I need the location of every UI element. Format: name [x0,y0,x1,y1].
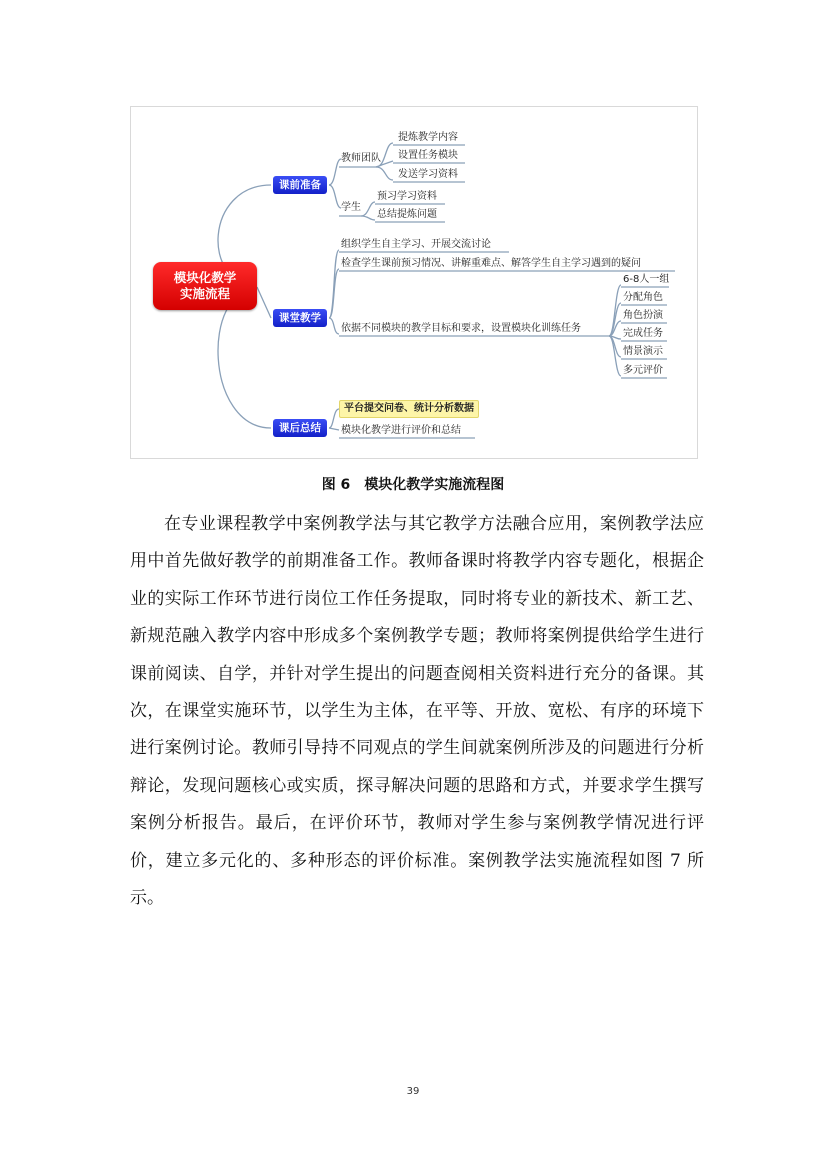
teacher-item-2: 设置任务模块 [398,150,458,161]
task-item-4: 完成任务 [623,328,663,339]
student-item-2: 总结提炼问题 [377,209,437,220]
figure-caption [0,474,826,494]
root-node-line1: 模块化教学 [173,270,237,285]
figure-caption-title: 模块化教学实施流程图 [364,477,505,493]
student-item-1: 预习学习资料 [377,191,437,202]
mind-map-figure [130,106,698,459]
figure-caption-number: 图 6 [321,477,351,493]
teacher-team-label: 教师团队 [341,153,381,164]
in-class-item-3: 依据不同模块的教学目标和要求，设置模块化训练任务 [341,323,581,334]
page-number: 39 [406,1086,420,1097]
in-class-item-2: 检查学生课前预习情况、讲解重难点、解答学生自主学习遇到的疑问 [341,258,641,269]
teacher-item-1: 提炼教学内容 [398,132,458,143]
task-item-6: 多元评价 [623,365,663,376]
task-item-3: 角色扮演 [623,310,663,321]
root-node [153,262,257,310]
student-label: 学生 [341,202,361,213]
in-class-item-1: 组织学生自主学习、开展交流讨论 [341,239,491,250]
after-class-item: 模块化教学进行评价和总结 [341,425,461,436]
task-item-5: 情景演示 [623,346,663,357]
after-class-highlight: 平台提交问卷、统计分析数据 [339,400,479,418]
task-item-1: 6-8人一组 [623,274,670,285]
body-paragraph: 在专业课程教学中案例教学法与其它教学方法融合应用，案例教学法应用中首先做好教学的前期准备工作。教师备课时将教学内容专题化，根据企业的实际工作环节进行岗位工作任务提取，同时将专业的新技术、新工艺、新规范融入教学内容中形成多个案例教学专题；教师将案例提供给学生进行课前阅读、自学，并针对学生提出的问题查阅相关资料进行充分的备课。其次，在课堂实施环节，以学生为主体，在平等、开放、宽松、有序的环境下进行案例讨论。教师引导持不同观点的学生间就案例所涉及的问题进行分析辩论，发现问题核心或实质，探寻解决问题的思路和方式，并要求学生撰写案例分析报告。最后，在评价环节，教师对学生参与案例教学情况进行评价，建立多元化的、多种形态的评价标准。案例教学法实施流程如图 7 所示。 [130,514,704,909]
branch-in-class: 课堂教学 [273,309,327,327]
branch-pre-class: 课前准备 [273,176,327,194]
teacher-item-3: 发送学习资料 [398,169,458,180]
root-node-line2: 实施流程 [179,286,230,301]
task-item-2: 分配角色 [623,292,663,303]
branch-after-class: 课后总结 [273,419,327,437]
